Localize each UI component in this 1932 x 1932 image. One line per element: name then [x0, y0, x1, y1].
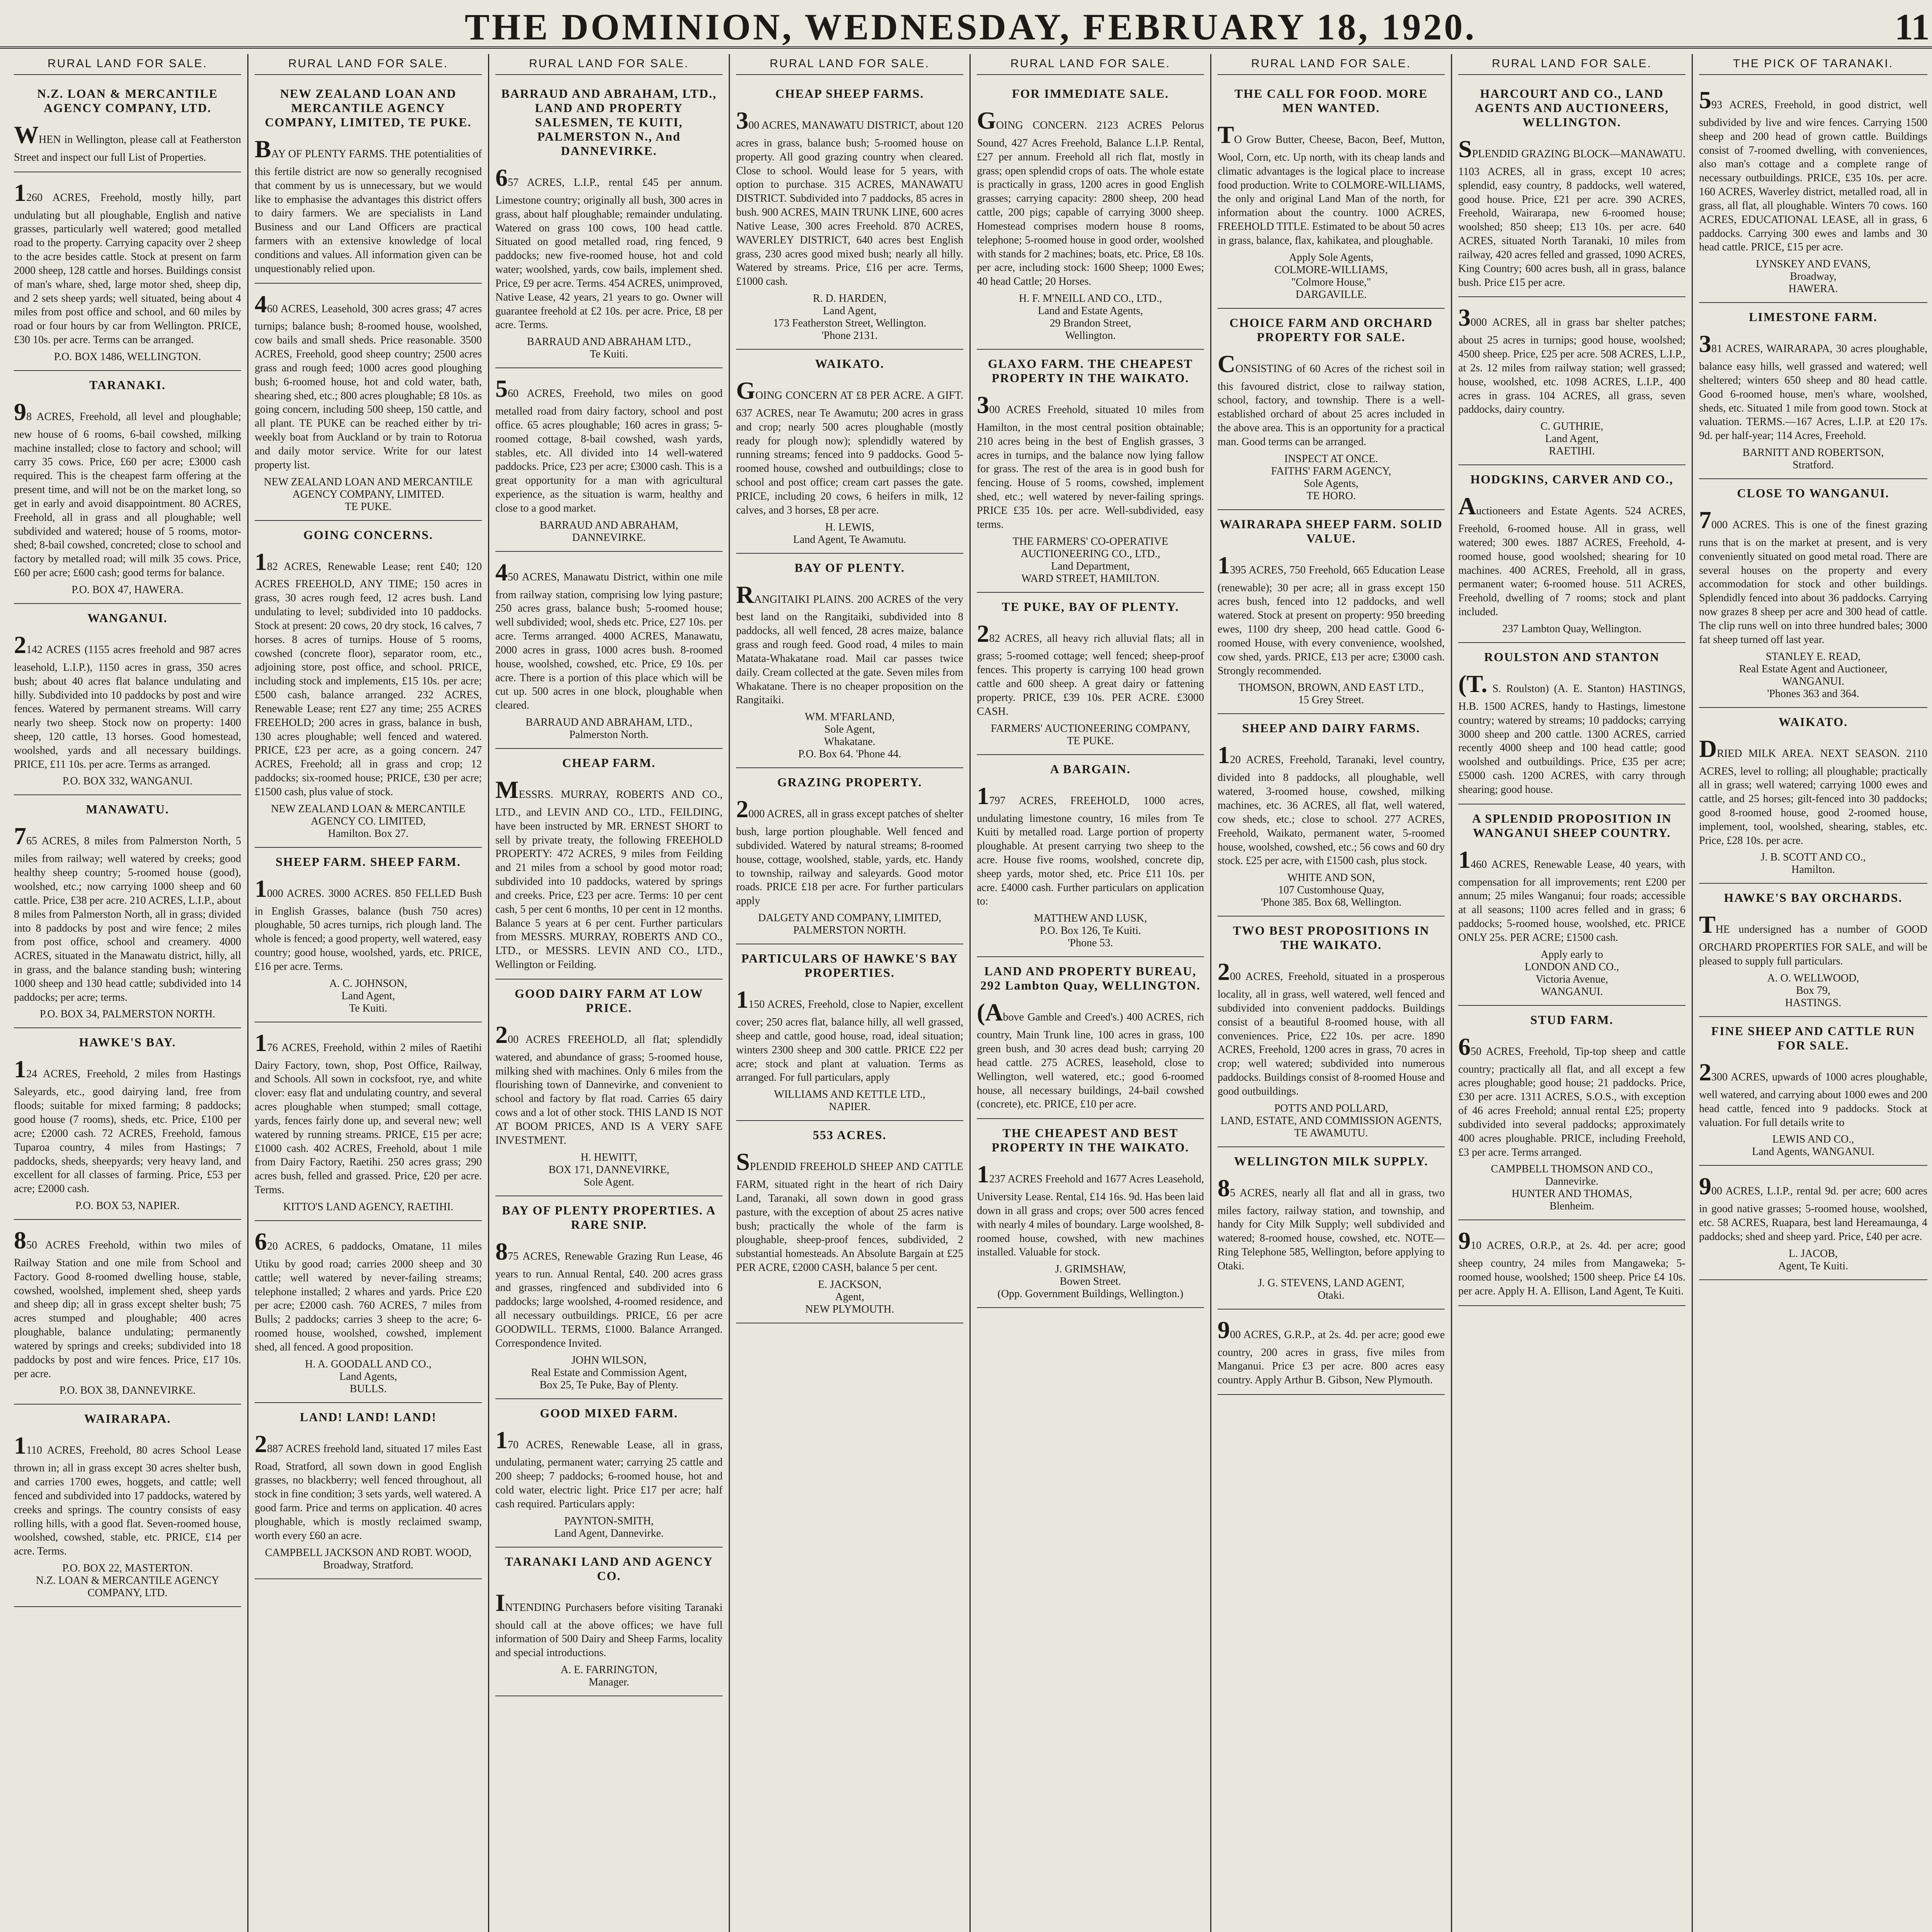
- ad-title: 553 ACRES.: [813, 1128, 887, 1142]
- ad-body: 1110 ACRES, Freehold, 80 acres School Lease thrown in; all in grass except 30 acres shelter bush, and carries 1700 ewes, hoggets, and cattle; well fenced and subdivided into 17 paddocks, watered by creeks and springs. The country consists of easy rolling hills, with a good flat. Seven-roomed house, woolshed, cowshed, stable, etc. PRICE, £14 per acre. Terms.: [14, 1432, 241, 1558]
- advertisement: [736, 554, 963, 769]
- column: [1693, 54, 1932, 1932]
- advertisement: [255, 1022, 482, 1221]
- ad-title: LAND! LAND! LAND!: [300, 1410, 437, 1424]
- advertisement: [14, 1220, 241, 1405]
- ad-title: FOR IMMEDIATE SALE.: [1012, 87, 1169, 100]
- ad-body: 1150 ACRES, Freehold, close to Napier, excellent cover; 250 acres flat, balance hilly, all well grassed, sheep and cattle, good house, road, ideal situation; winters 2300 sheep and 300 cattle. PRICE £22 per acre; stock and plant at valuation. Terms as arranged. For full particulars, apply: [736, 986, 963, 1084]
- advertisement: [736, 768, 963, 944]
- advertisement: [736, 80, 963, 350]
- ad-title: GOOD DAIRY FARM AT LOW PRICE.: [515, 986, 703, 1015]
- advertisement: [736, 1121, 963, 1323]
- advertisement: [1458, 804, 1685, 1006]
- column: [1452, 54, 1693, 1932]
- ad-title: SHEEP FARM. SHEEP FARM.: [276, 854, 461, 869]
- ad-signature: J. B. SCOTT AND CO., Hamilton.: [1760, 851, 1866, 876]
- ad-body: 850 ACRES Freehold, within two miles of Railway Station and one mile from School and Factory. Good 8-roomed dwelling house, stable, cowshed, woolshed, implement shed, sheep yards and sheep dip; all in grass except shelter bush; 75 acres stumped and ploughable; 400 acres ploughable, balance undulating; permanently watered by springs and creeks; subdivided into 18 paddocks by post and wire fences. Price, £17 10s. per acre.: [14, 1226, 241, 1380]
- advertisement: [1218, 510, 1445, 714]
- advertisement: [1458, 80, 1685, 297]
- ad-signature: A. O. WELLWOOD, Box 79, HASTINGS.: [1767, 972, 1859, 1009]
- ad-signature: C. GUTHRIE, Land Agent, RAETIHI.: [1540, 420, 1604, 457]
- ad-title: LAND AND PROPERTY BUREAU, 292 Lambton Quay, WELLINGTON.: [980, 964, 1201, 993]
- advertisement: [736, 944, 963, 1121]
- ad-signature: JOHN WILSON, Real Estate and Commission Agent, Box 25, Te Puke, Bay of Plenty.: [531, 1354, 687, 1391]
- advertisement: [14, 795, 241, 1028]
- ad-body: TO Grow Butter, Cheese, Bacon, Beef, Mutton, Wool, Corn, etc. Up north, with its cheap lands and climatic advantages is the logical place to increase food production. Write to COLMORE-WILLIAMS, the only and original Land Man of the north, for information about the country. 1000 ACRES, FREEHOLD TITLE. Estimated to be about 50 acres in grass, balance, flax, kahikatea, and ploughable.: [1218, 121, 1445, 247]
- ad-title: GRAZING PROPERTY.: [777, 775, 922, 789]
- advertisement: [1218, 917, 1445, 1147]
- ad-signature: POTTS AND POLLARD, LAND, ESTATE, AND COMMISSION AGENTS, TE AWAMUTU.: [1220, 1102, 1442, 1139]
- ad-signature: 237 Lambton Quay, Wellington.: [1502, 622, 1642, 635]
- ad-signature: BARRAUD AND ABRAHAM, DANNEVIRKE.: [539, 519, 679, 544]
- ad-body: 2142 ACRES (1155 acres freehold and 987 acres leasehold, L.I.P.), 1150 acres in grass, 350 acres bush; about 40 acres flat balance undulating and hilly. Subdivided into 10 paddocks by post and wire fences. Watered by permanent streams. Will carry nearly two sheep. Stock now on property: 1400 sheep, 120 cattle, 13 horses. Good homestead, woolshed, yards and all necessary buildings. PRICE, £11 10s. per acre. Terms as arranged.: [14, 631, 241, 770]
- ad-signature: H. HEWITT, BOX 171, DANNEVIRKE, Sole Agent.: [548, 1151, 670, 1188]
- ad-signature: INSPECT AT ONCE. FAITHS' FARM AGENCY, Sole Agents, TE HORO.: [1271, 452, 1391, 502]
- ad-body: 282 ACRES, all heavy rich alluvial flats; all in grass; 5-roomed cottage; well fenced; sheep-proof fences. This property is carrying 100 head grown cattle and 600 sheep. A great dairy or fattening property. PRICE, £39 10s. PER ACRE. £3000 CASH.: [977, 619, 1204, 718]
- ad-signature: NEW ZEALAND LOAN & MERCANTILE AGENCY CO. LIMITED, Hamilton. Box 27.: [271, 803, 466, 840]
- masthead: [0, 0, 1932, 49]
- page-number: 11: [1895, 6, 1930, 48]
- advertisement: [1458, 1220, 1685, 1306]
- ad-body: 170 ACRES, Renewable Lease, all in grass, undulating, permanent water; carrying 25 cattle and 200 sheep; 7 paddocks; 6-roomed house, hot and cold water, electric light. Price £17 per acre; half cash required. Particulars apply:: [495, 1426, 723, 1510]
- ad-title: TWO BEST PROPOSITIONS IN THE WAIKATO.: [1233, 923, 1430, 952]
- ad-title: CLOSE TO WANGANUI.: [1737, 486, 1889, 500]
- advertisement: [1458, 465, 1685, 643]
- ad-body: BAY OF PLENTY FARMS. THE potentialities of this fertile district are now so generally recognised that comment by us is unnecessary, but we would like to emphasise the advantages this district offers to dairy farmers. We are specialists in Land Business and our Land Officers are practical farmers with an extensive knowledge of local conditions and values. All information given can be unquestionably relied upon.: [255, 135, 482, 275]
- advertisement: [1218, 714, 1445, 917]
- ad-body: 1797 ACRES, FREEHOLD, 1000 acres, undulating limestone country, 16 miles from Te Kuiti by metalled road. Large portion of property ploughable. At present carrying two sheep to the acre. House five rooms, woolshed, concrete dip, sheep yards, motor shed, etc. Price £11 10s. per acre. £4000 cash. Further particulars on application to:: [977, 782, 1204, 908]
- ad-signature: WM. M'FARLAND, Sole Agent, Whakatane. P.O. Box 64. 'Phone 44.: [798, 711, 901, 760]
- ad-signature: MATTHEW AND LUSK, P.O. Box 126, Te Kuiti. 'Phone 53.: [1034, 912, 1147, 949]
- advertisement: [495, 749, 723, 980]
- ad-body: GOING CONCERN AT £8 PER ACRE. A GIFT. 637 ACRES, near Te Awamutu; 200 acres in grass and crop; nearly 500 acres ploughable (mostly ready for plough now); splendidly watered by running streams; fenced into 9 paddocks. Good 5-roomed house, cowshed and outbuildings; close to school and post office; cream cart passes the gate. PRICE, including 20 cows, 6 heifers in milk, 12 calves, and 3 horses, £8 per acre.: [736, 377, 963, 516]
- ad-body: 124 ACRES, Freehold, 2 miles from Hastings Saleyards, etc., good dairying land, free from floods; suitable for mixed farming; 8 paddocks; good house (7 rooms), sheds, etc. Price, £100 per acre; £2000 cash. 72 ACRES, Freehold, famous Tuparoa country, 4 miles from Hastings; 7 paddocks, sheds, sheepyards; very heavy land, and excellent for all classes of farming. Price, £53 per acre; £2000 cash.: [14, 1055, 241, 1195]
- ad-body: 120 ACRES, Freehold, Taranaki, level country, divided into 8 paddocks, all ploughable, well watered, 3-roomed house, cowshed, milking machines, etc. 36 ACRES, all flat, well watered, cow sheds, etc.; close to school. 277 ACRES, Freehold, Waikato, permanent water, 5-roomed house, woolshed, cowshed, etc.; 56 cows and 60 dry stock. £25 per acre, with £1500 cash, plus stock.: [1218, 741, 1445, 867]
- advertisement: [255, 1221, 482, 1403]
- ad-signature: DALGETY AND COMPANY, LIMITED, PALMERSTON NORTH.: [758, 912, 942, 937]
- advertisement: [1699, 479, 1927, 708]
- ad-body: 450 ACRES, Manawatu District, within one mile from railway station, comprising low lying pasture; 250 acres grass, balance bush; 5-roomed house; well subdivided; wool, sheds etc. Price, £27 10s. per acre. Terms arranged. 4000 ACRES, Manawatu, 2000 acres in grass, 1000 acres bush. 8-roomed house, woolshed, cowshed, etc. Price, £9 10s. per acre. There is a portion of this place which will be cut up. 500 acres in one block, ploughable when cleared.: [495, 558, 723, 712]
- advertisement: [14, 1405, 241, 1607]
- ad-body: 560 ACRES, Freehold, two miles on good metalled road from dairy factory, school and post office. 65 acres ploughable; 160 acres in grass; 5-roomed cottage, 8-bail cowshed, wash yards, stables, etc. All divided into 14 well-watered paddocks. Price, £23 per acre; £3000 cash. This is a great opportunity for a man with agricultural experience, as the situation is warm, healthy and close to a good market.: [495, 375, 723, 514]
- ad-body: CONSISTING of 60 Acres of the richest soil in this favoured district, close to railway station, school, factory, and township. There is a well-established orchard of about 25 acres included in the above area. This is an opportunity for a practical man. Good terms can be arranged.: [1218, 350, 1445, 448]
- ad-title: THE CALL FOR FOOD. MORE MEN WANTED.: [1234, 87, 1428, 115]
- ad-body: (Above Gamble and Creed's.) 400 ACRES, rich country, Main Trunk line, 100 acres in grass, 100 green bush, and 30 acres dead bush; carrying 20 head cattle. 275 ACRES, leasehold, close to Wellington, well watered, etc.; good 6-roomed house, all necessary buildings, 24-bail cowshed (concrete), etc. PRICE, £10 per acre.: [977, 998, 1204, 1111]
- advertisement: [977, 350, 1204, 593]
- column-heading: RURAL LAND FOR SALE.: [1218, 54, 1445, 75]
- columns-container: [8, 54, 1932, 1932]
- advertisement: [14, 1028, 241, 1220]
- column: [971, 54, 1211, 1932]
- ad-title: NEW ZEALAND LOAN AND MERCANTILE AGENCY COMPANY, LIMITED, TE PUKE.: [265, 87, 472, 129]
- ad-title: WELLINGTON MILK SUPPLY.: [1234, 1154, 1429, 1168]
- ad-title: HARCOURT AND CO., LAND AGENTS AND AUCTIONEERS, WELLINGTON.: [1475, 87, 1669, 129]
- ad-title: GOING CONCERNS.: [303, 527, 433, 542]
- ad-title: BAY OF PLENTY PROPERTIES. A RARE SNIP.: [502, 1203, 716, 1231]
- ad-body: 900 ACRES, G.R.P., at 2s. 4d. per acre; good ewe country, 200 acres in grass, five miles from Manganui. Price £3 per acre. 800 acres easy country. Apply Arthur B. Gibson, New Plymouth.: [1218, 1316, 1445, 1386]
- ad-body: 875 ACRES, Renewable Grazing Run Lease, 46 years to run. Annual Rental, £40. 200 acres grass and grasses, ringfenced and subdivided into 6 paddocks; large woolshed, 4-roomed residence, and all necessary outbuildings. PRICE, £6 per acre GOODWILL. TERMS, £1000. Balance Arranged. Correspondence Invited.: [495, 1237, 723, 1349]
- advertisement: [977, 755, 1204, 957]
- ad-signature: LYNSKEY AND EVANS, Broadway, HAWERA.: [1756, 258, 1871, 295]
- ad-signature: THOMSON, BROWN, AND EAST LTD., 15 Grey Street.: [1238, 682, 1424, 706]
- column-heading: THE PICK OF TARANAKI.: [1699, 54, 1927, 75]
- advertisement: [977, 957, 1204, 1119]
- ad-body: DRIED MILK AREA. NEXT SEASON. 2110 ACRES, level to rolling; all ploughable; practically all in grass; well watered; carrying 1000 ewes and cattle, and 25 horses; gilt-fenced into 30 paddocks; good 8-roomed house, good 2-roomed house, implement, tool, woolshed, shearing, stables, etc. Price, £28 10s. per acre.: [1699, 735, 1927, 847]
- ad-signature: NEW ZEALAND LOAN AND MERCANTILE AGENCY COMPANY, LIMITED. TE PUKE.: [264, 476, 473, 513]
- ad-body: 650 ACRES, Freehold, Tip-top sheep and cattle country; practically all flat, and all except a few acres ploughable; good house; 21 paddocks. Price, £30 per acre. 1311 ACRES, S.O.S., with exception of 46 acres Freehold; annual rental £25; property subdivided into several paddocks; approximately 400 acres ploughable. PRICE, including Freehold, £3 per acre. Terms arranged.: [1458, 1032, 1685, 1158]
- ad-body: 910 ACRES, O.R.P., at 2s. 4d. per acre; good sheep country, 24 miles from Mangaweka; 5-roomed house, woolshed; 1500 sheep. Price £4 10s. per acre. Apply H. A. Ellison, Land Agent, Te Kuiti.: [1458, 1227, 1685, 1297]
- advertisement: [495, 980, 723, 1196]
- ad-title: WAIKATO.: [1778, 714, 1848, 729]
- column: [730, 54, 971, 1932]
- ad-title: THE CHEAPEST AND BEST PROPERTY IN THE WAIKATO.: [992, 1126, 1189, 1155]
- ad-title: WAIRARAPA.: [84, 1412, 171, 1426]
- column: [8, 54, 248, 1932]
- ad-title: A SPLENDID PROPOSITION IN WANGANUI SHEEP COUNTRY.: [1472, 811, 1672, 840]
- masthead-title: THE DOMINION, WEDNESDAY, FEBRUARY 18, 1920.: [464, 6, 1477, 48]
- advertisement: [977, 80, 1204, 350]
- ad-signature: KITTO'S LAND AGENCY, RAETIHI.: [283, 1201, 454, 1213]
- advertisement: [1699, 1166, 1927, 1280]
- advertisement: [1458, 1006, 1685, 1221]
- ad-body: 657 ACRES, L.I.P., rental £45 per annum. Limestone country; originally all bush, 300 acres in grass, about half ploughable; remainder undulating. Watered on grass 100 cows, 100 head cattle. Situated on good metalled road, ring fenced, 9 paddocks; new five-roomed house, hot and cold water; woolshed, yards, cow bails, implement shed. Price, £9 per acre. Terms. 454 ACRES, unimproved, Native Lease, 42 years, 21 years to go. Owner will guarantee freehold at £2 10s. per acre. Price, £8 per acre. Terms.: [495, 164, 723, 331]
- ad-body: 900 ACRES, L.I.P., rental 9d. per acre; 600 acres in good native grasses; 5-roomed house, woolshed, etc. 58 ACRES, Ruapara, best land Hereamaunga, 4 paddocks; shed and sheep yard. Price, £40 per acre.: [1699, 1172, 1927, 1243]
- advertisement: [1699, 80, 1927, 303]
- ad-signature: LEWIS AND CO., Land Agents, WANGANUI.: [1752, 1133, 1874, 1158]
- advertisement: [495, 1196, 723, 1399]
- advertisement: [1218, 1147, 1445, 1310]
- ad-signature: J. G. STEVENS, LAND AGENT, Otaki.: [1258, 1277, 1405, 1301]
- column-heading: RURAL LAND FOR SALE.: [495, 54, 723, 75]
- ad-title: WANGANUI.: [87, 611, 168, 625]
- ad-signature: A. E. FARRINGTON, Manager.: [560, 1664, 658, 1689]
- ad-body: 85 ACRES, nearly all flat and all in grass, two miles factory, railway station, and township, and handy for City Milk Supply; well subdivided and watered; 8-roomed house, cowshed, etc. NOTE—Ring Telephone 585, Wellington, before applying to Otaki.: [1218, 1174, 1445, 1272]
- ad-title: WAIKATO.: [815, 357, 884, 371]
- advertisement: [255, 284, 482, 521]
- advertisement: [977, 593, 1204, 755]
- ad-body: 7000 ACRES. This is one of the finest grazing runs that is on the market at present, and is very conveniently situated on good metal road. There are several houses on the property and every accommodation for stock and other buildings. Splendidly fenced into about 36 paddocks. Carrying now grazes 8 sheep per acre and 300 head of cattle. The clip runs well on into three hundred bales; 3000 fat sheep turned off last year.: [1699, 506, 1927, 646]
- ad-title: HODGKINS, CARVER AND CO.,: [1470, 472, 1673, 486]
- ad-title: SHEEP AND DAIRY FARMS.: [1242, 721, 1420, 735]
- ad-body: WHEN in Wellington, please call at Featherston Street and inspect our full List of Properties.: [14, 121, 241, 163]
- ad-signature: Apply early to LONDON AND CO., Victoria Avenue, WANGANUI.: [1524, 948, 1619, 998]
- advertisement: [1699, 708, 1927, 884]
- advertisement: [1218, 1310, 1445, 1395]
- column-heading: RURAL LAND FOR SALE.: [255, 54, 482, 75]
- ad-signature: STANLEY E. READ, Real Estate Agent and Auctioneer, WANGANUI. 'Phones 363 and 364.: [1739, 650, 1888, 700]
- advertisement: [14, 172, 241, 371]
- ad-title: BAY OF PLENTY.: [794, 560, 905, 575]
- ad-body: MESSRS. MURRAY, ROBERTS AND CO., LTD., and LEVIN AND CO., LTD., FEILDING, have been instructed by MR. ERNEST SHORT to sell by private treaty, the following FREEHOLD PROPERTY: 472 ACRES, 9 miles from Feilding and 21 miles from a school by good motor road; subdivided into 10 paddocks, watered by springs and creeks. Price, £23 per acre. Terms: 10 per cent cash, 5 per cent 6 months, 10 per cent in 12 months. Balance 5 years at 6 per cent. Further particulars from MESSRS. MURRAY, ROBERTS AND CO., LTD., or MESSRS. LEVIN AND CO., LTD., Wellington or Feilding.: [495, 776, 723, 971]
- ad-body: SPLENDID FREEHOLD SHEEP AND CATTLE FARM, situated right in the heart of rich Dairy Land, Taranaki, all sown down in good grass pasture, with the exception of about 25 acres native bush; practically the whole of the farm is ploughable, sheep-proof fences, subdivided, 2 substantial homesteads. An Absolute Bargain at £25 PER ACRE, £2000 CASH, balance 5 per cent.: [736, 1148, 963, 1274]
- ad-title: STUD FARM.: [1530, 1012, 1614, 1027]
- ad-title: CHOICE FARM AND ORCHARD PROPERTY FOR SALE.: [1229, 315, 1433, 344]
- advertisement: [495, 80, 723, 368]
- ad-title: TARANAKI.: [89, 378, 166, 392]
- ad-body: 765 ACRES, 8 miles from Palmerston North, 5 miles from railway; well watered by creeks; good healthy sheep country; 5-roomed house (good), woolshed, etc.; now carrying 1000 sheep and 60 cattle. Price, £38 per acre. 210 ACRES, L.I.P., about 8 miles from Palmerston North, all in grass; divided into 8 paddocks by post and wire fence; 2 miles from post office, school and creamery. 4000 ACRES, situated in the Manawatu district, hilly, all in grass, and the balance standing bush; wintering 1000 sheep and 130 head cattle; subdivided into 14 paddocks; per acre; terms.: [14, 822, 241, 1003]
- ad-title: TARANAKI LAND AND AGENCY CO.: [505, 1554, 713, 1583]
- ad-signature: CAMPBELL JACKSON AND ROBT. WOOD, Broadway, Stratford.: [265, 1546, 472, 1571]
- ad-signature: P.O. BOX 53, NAPIER.: [75, 1200, 180, 1212]
- ad-title: FINE SHEEP AND CATTLE RUN FOR SALE.: [1711, 1024, 1915, 1053]
- ad-signature: A. C. JOHNSON, Land Agent, Te Kuiti.: [329, 977, 407, 1014]
- ad-body: 182 ACRES, Renewable Lease; rent £40; 120 ACRES FREEHOLD, ANY TIME; 150 acres in grass, 30 acres rough feed, 12 acres bush. Land undulating to level; subdivided into 10 paddocks. Stock at present: 20 cows, 20 dry stock, 16 calves, 7 horses. 8 acres of turnips. House of 5 rooms, cowshed (concrete floor), separator room, etc., adjoining store, post office, and school. PRICE, including stock and implements, £15 10s. per acre; £500 cash, balance arranged. 232 ACRES, Renewable Lease; rent £27 any time; 255 ACRES FREEHOLD; 200 acres in grass, balance in bush, 130 acres ploughable; well fenced and watered. PRICE, £23 per acre, as a going concern. 247 ACRES, Freehold; all in grass and crop; 12 paddocks; six-roomed house; PRICE, £30 per acre; £1500 cash, plus value of stock.: [255, 548, 482, 798]
- ad-body: 300 ACRES Freehold, situated 10 miles from Hamilton, in the most central position obtainable; 210 acres being in the best of English grasses, 3 acres in turnips, and the balance now lying fallow for grass. The rest of the area is in good bush for fencing. House of 5 rooms, cowshed, implement shed, etc.; well watered by never-failing springs. PRICE £35 10s. per acre. Well-subdivided, easy terms.: [977, 391, 1204, 531]
- advertisement: [255, 521, 482, 848]
- ad-title: MANAWATU.: [86, 802, 169, 816]
- ad-signature: H. F. M'NEILL AND CO., LTD., Land and Estate Agents, 29 Brandon Street, Wellington.: [1019, 293, 1162, 342]
- advertisement: [1699, 1017, 1927, 1166]
- advertisement: [14, 80, 241, 172]
- advertisement: [495, 368, 723, 552]
- column-heading: RURAL LAND FOR SALE.: [1458, 54, 1685, 75]
- ad-title: N.Z. LOAN & MERCANTILE AGENCY COMPANY, LTD.: [37, 87, 218, 115]
- ad-signature: FARMERS' AUCTIONEERING COMPANY, TE PUKE.: [991, 722, 1190, 747]
- advertisement: [736, 350, 963, 554]
- ad-body: 620 ACRES, 6 paddocks, Omatane, 11 miles Utiku by good road; carries 2000 sheep and 30 cattle; well watered by never-failing streams; telephone installed; 2 whares and yards. Price £20 per acre; £2000 cash. 760 ACRES, 7 miles from Bulls; 2 paddocks; carries 3 sheep to the acre; 6-roomed house, woolshed, cowshed, implement shed, all fenced. A good proposition.: [255, 1227, 482, 1353]
- ad-body: 2000 ACRES, all in grass except patches of shelter bush, large portion ploughable. Well fenced and subdivided. Watered by natural streams; 8-roomed house, cottage, woolshed, stable, yards, etc. Handy to township, railway and saleyards. Good motor roads. PRICE £18 per acre. For further particulars apply: [736, 795, 963, 907]
- ad-body: RANGITAIKI PLAINS. 200 ACRES of the very best land on the Rangitaiki, subdivided into 8 paddocks, all well fenced, 28 acres maize, balance grass and rough feed. Good road, 4 miles to main Matata-Whakatane road. Mail car passes twice daily. Cream collected at the gate. Seven miles from Whakatane. There is no cheaper proposition on the Rangitaiki.: [736, 580, 963, 706]
- ad-title: HAWKE'S BAY.: [79, 1035, 176, 1049]
- ad-signature: WHITE AND SON, 107 Customhouse Quay, 'Phone 385. Box 68, Wellington.: [1261, 872, 1401, 909]
- ad-signature: BARRAUD AND ABRAHAM, LTD., Palmerston North.: [526, 716, 692, 741]
- advertisement: [255, 1403, 482, 1579]
- ad-signature: P.O. BOX 38, DANNEVIRKE.: [59, 1384, 196, 1397]
- advertisement: [255, 80, 482, 284]
- ad-title: HAWKE'S BAY ORCHARDS.: [1724, 891, 1903, 905]
- ad-signature: H. A. GOODALL AND CO., Land Agents, BULLS.: [305, 1358, 432, 1395]
- ad-signature: E. JACKSON, Agent, NEW PLYMOUTH.: [805, 1278, 894, 1315]
- advertisement: [1699, 303, 1927, 479]
- ad-signature: PAYNTON-SMITH, Land Agent, Dannevirke.: [554, 1515, 664, 1539]
- ad-title: LIMESTONE FARM.: [1749, 310, 1878, 324]
- ad-title: WAIRARAPA SHEEP FARM. SOLID VALUE.: [1219, 517, 1443, 545]
- ad-body: 3000 ACRES, all in grass bar shelter patches; about 25 acres in turnips; good house, woolshed; 4500 sheep. Price, £25 per acre. 508 ACRES, L.I.P., at 2s. 12 miles from railway station; well grassed; house, woolshed, etc. 1098 ACRES, L.I.P., 400 acres in grass. 104 ACRES, all grass, seven paddocks, dairy country.: [1458, 304, 1685, 416]
- ad-body: Auctioneers and Estate Agents. 524 ACRES, Freehold, 6-roomed house. All in grass, well watered; 300 ewes. 1887 ACRES, Freehold, 4-roomed house, good woolshed; shearing for 10 machines. 400 ACRES, Freehold, all in grass, permanent water; 6-roomed house. 511 ACRES, Freehold, dwelling of 7 rooms; stock and plant included.: [1458, 492, 1685, 618]
- ad-body: 300 ACRES, MANAWATU DISTRICT, about 120 acres in grass, balance bush; 5-roomed house on property. All good grazing country when cleared. Close to school. Would lease for 5 years, with option to purchase. 315 ACRES, MANAWATU DISTRICT. Subdivided into 7 paddocks, 85 acres in bush. 900 ACRES, MAIN TRUNK LINE, 600 acres Native Lease, 300 acres Freehold. 870 ACRES, WAVERLEY DISTRICT, 640 acres best English grass, 230 acres good mixed bush; nearly all hilly. Watered by streams. Price, £16 per acre. Terms, £1000 cash.: [736, 107, 963, 288]
- column-heading: RURAL LAND FOR SALE.: [14, 54, 241, 75]
- ad-body: 200 ACRES FREEHOLD, all flat; splendidly watered, and abundance of grass; 5-roomed house, milking shed with machines. Only 6 miles from the flourishing town of Dannevirke, and convenient to school and factory by flat road. Carries 65 dairy cows and a lot of other stock. THIS LAND IS NOT AT BOOM PRICES, AND IS A VERY SAFE INVESTMENT.: [495, 1020, 723, 1146]
- ad-signature: Apply Sole Agents, COLMORE-WILLIAMS, "Colmore House," DARGAVILLE.: [1274, 251, 1388, 301]
- advertisement: [1458, 643, 1685, 804]
- ad-body: 2887 ACRES freehold land, situated 17 miles East Road, Stratford, all sown down in good English grasses, no blackberry; well fenced throughout, all stock in fine condition; 3 sets yards, well watered. A good farm. Price and terms on application. 40 acres ploughable, which is mostly reclaimed swamp, worth every £60 an acre.: [255, 1430, 482, 1542]
- ad-body: 176 ACRES, Freehold, within 2 miles of Raetihi Dairy Factory, town, shop, Post Office, Railway, and Schools. All sown in cocksfoot, rye, and white clover: easy flat and undulating country, and several acres ploughable when stumped; small cottage, yards, fences fairly done up, and several new; well watered by running streams. PRICE, £15 per acre; £1000 cash. 402 ACRES, Freehold, about 1 mile from Dairy Factory, Raetihi. 250 acres grass; 290 acres bush, felled and grassed. Price, £20 per acre. Terms.: [255, 1029, 482, 1196]
- ad-body: THE undersigned has a number of GOOD ORCHARD PROPERTIES FOR SALE, and will be pleased to supply full particulars.: [1699, 911, 1927, 968]
- advertisement: [1699, 884, 1927, 1017]
- ad-signature: R. D. HARDEN, Land Agent, 173 Featherston Street, Wellington. 'Phone 2131.: [773, 293, 927, 342]
- ad-body: SPLENDID GRAZING BLOCK—MANAWATU. 1103 ACRES, all in grass, except 10 acres; splendid, easy country, 8 paddocks, well watered, good house. Price, £21 per acre. 390 ACRES, Freehold, Wairarapa, new 6-roomed house; woolshed; 850 sheep; £13 10s. per acre. 640 ACRES, situated North Taranaki, 10 miles from railway, 420 acres felled and grassed, 1090 ACRES, King Country; 600 acres bush, all in grass, balance bush. Price £15 per acre.: [1458, 135, 1685, 289]
- ad-body: (T. S. Roulston) (A. E. Stanton) HASTINGS, H.B. 1500 ACRES, handy to Hastings, limestone country; watered by streams; 10 paddocks; carrying 3000 sheep and 200 cattle. 1300 ACRES, carried recently 4000 sheep and 100 head cattle; good woolshed and outbuildings. Price, £35 per acre; £5000 cash. 1200 ACRES, with carry through shearing; good house.: [1458, 670, 1685, 796]
- ad-title: PARTICULARS OF HAWKE'S BAY PROPERTIES.: [741, 951, 958, 980]
- ad-signature: P.O. BOX 332, WANGANUI.: [62, 775, 193, 787]
- ad-body: 1260 ACRES, Freehold, mostly hilly, part undulating but all ploughable, English and native grasses, particularly well watered; good metalled road to the property. Carrying capacity over 2 sheep to the acre besides cattle. Stock at present on farm 2000 sheep, 128 cattle and horses. Buildings consist of man's whare, shed, large motor shed, sheep dip, and 2 sets sheep yards; well situated, being about 4 miles from post office and school, and 60 miles by road or four hours by car from Wellington. PRICE, £30 10s. per acre. Terms can be arranged.: [14, 179, 241, 346]
- advertisement: [255, 848, 482, 1022]
- ad-signature: L. JACOB, Agent, Te Kuiti.: [1778, 1247, 1849, 1272]
- ad-title: GOOD MIXED FARM.: [540, 1406, 678, 1420]
- ad-signature: THE FARMERS' CO-OPERATIVE AUCTIONEERING CO., LTD., Land Department, WARD STREET, HAMILTON.: [1012, 535, 1168, 585]
- ad-signature: BARRAUD AND ABRAHAM LTD., Te Kuiti.: [527, 336, 691, 361]
- advertisement: [14, 604, 241, 796]
- ad-signature: P.O. BOX 22, MASTERTON. N.Z. LOAN & MERCANTILE AGENCY COMPANY, LTD.: [36, 1562, 219, 1599]
- ad-body: GOING CONCERN. 2123 ACRES Pelorus Sound, 427 Acres Freehold, Balance L.I.P. Rental, £27 per annum. Freehold all rich flat, mostly in grass; open splendid crops of oats. The whole estate is practically in grass, 1200 acres in good English grasses; carrying capacity: 2800 sheep, 200 head cattle, 200 pigs; capable of carrying 3000 sheep. Homestead comprises modern house 8 rooms, telephone; 5-roomed house in good order, woolshed with stands for 2 machines; boats, etc. Price, £8 10s. per acre, including stock: 1600 Sheep; 1000 Ewes; 40 head Cattle; 20 Horses.: [977, 107, 1204, 288]
- ad-body: INTENDING Purchasers before visiting Taranaki should call at the above offices; we have full information of 500 Dairy and Sheep Farms, locality and special introductions.: [495, 1588, 723, 1659]
- column-heading: RURAL LAND FOR SALE.: [977, 54, 1204, 75]
- advertisement: [14, 371, 241, 604]
- ad-body: 381 ACRES, WAIRARAPA, 30 acres ploughable, balance easy hills, well grassed and watered; well sheltered; winters 650 sheep and 80 head cattle. Good 6-roomed house, men's whare, woolshed, sheds, etc. Situated 1 mile from good town. Stock at valuation. TERMS.—167 Acres, L.I.P. at £20 17s. 9d. per half-year; 114 Acres, Freehold.: [1699, 330, 1927, 442]
- ad-body: 1000 ACRES. 3000 ACRES. 850 FELLED Bush in English Grasses, balance (bush 750 acres) ploughable, 50 acres turnips, rich plough land. The whole is fenced; a good property, well watered, easy country; good house, woolshed, yards, etc. PRICE, £16 per acre. Terms.: [255, 874, 482, 973]
- advertisement: [495, 1548, 723, 1696]
- ad-body: 1237 ACRES Freehold and 1677 Acres Leasehold, University Lease. Rental, £14 16s. 9d. Has been laid down in all grass and crops; over 500 acres fenced with nearly 4 miles of boundary. Large woolshed, 8-roomed house, cowshed, with new machines installed. Valuable for stock.: [977, 1160, 1204, 1259]
- ad-signature: H. LEWIS, Land Agent, Te Awamutu.: [793, 521, 906, 546]
- ad-body: 1395 ACRES, 750 Freehold, 665 Education Lease (renewable); 30 per acre; all in grass except 150 acres bush, fenced into 12 paddocks, and well watered. Stock at present on property: 950 breeding ewes, 1100 dry sheep, 200 head cattle. Good 6-roomed House, with every convenience, woolshed, cow shed, yards. PRICE, £13 per acre; £3000 cash. Strongly recommended.: [1218, 551, 1445, 677]
- ad-title: BARRAUD AND ABRAHAM, LTD., LAND AND PROPERTY SALESMEN, TE KUITI, PALMERSTON N., And DANNEVIRKE.: [501, 87, 717, 158]
- column-heading: RURAL LAND FOR SALE.: [736, 54, 963, 75]
- ad-signature: BARNITT AND ROBERTSON, Stratford.: [1742, 447, 1884, 471]
- ad-body: 98 ACRES, Freehold, all level and ploughable; new house of 6 rooms, 6-bail cowshed, milking machine installed; close to factory and school; will carry 35 cows. Price, £60 per acre; £3000 cash required. This is the cheapest farm offering at the present time, and will not be on the market long, so get in early and avoid disappointment. 80 ACRES, Freehold, all in grass and all ploughable; well subdivided and watered; house of 5 rooms, motor-shed; 8-bail cowshed, concreted; close to school and factory by metalled road; will milk 35 cows. Price, £60 per acre; £600 cash; good terms for balance.: [14, 398, 241, 579]
- advertisement: [495, 552, 723, 749]
- column: [1211, 54, 1452, 1932]
- ad-body: 200 ACRES, Freehold, situated in a prosperous locality, all in grass, well watered, well fenced and subdivided into convenient paddocks. Buildings consist of a beautiful 8-roomed house, with all conveniences. Price, £22 10s. per acre. 1890 ACRES, Freehold, 1200 acres in grass, 70 acres in crop; well watered; subdivided into numerous paddocks. Buildings consist of 8-roomed House and good outbuildings.: [1218, 958, 1445, 1097]
- ad-title: GLAXO FARM. THE CHEAPEST PROPERTY IN THE WAIKATO.: [988, 357, 1193, 385]
- advertisement: [1218, 80, 1445, 309]
- ad-signature: P.O. BOX 1486, WELLINGTON.: [54, 350, 201, 363]
- column: [489, 54, 730, 1932]
- ad-signature: P.O. BOX 47, HAWERA.: [71, 583, 184, 596]
- ad-body: 593 ACRES, Freehold, in good district, well subdivided by live and wire fences. Carrying 1500 sheep and 200 head of grown cattle. Buildings consist of 7-roomed dwelling, with conveniences, also man's cottage and a complete range of necessary outbuildings. PRICE, £35 10s. per acre. 160 ACRES, Waverley district, metalled road, all in grass, all flat, all ploughable. Winters 70 cows. 160 ACRES, EDUCATIONAL LEASE, all in grass, 6 paddocks. Carrying 300 ewes and lambs and 30 head cattle. PRICE, £15 per acre.: [1699, 86, 1927, 253]
- advertisement: [977, 1119, 1204, 1308]
- ad-title: TE PUKE, BAY OF PLENTY.: [1002, 599, 1179, 614]
- ad-body: 1460 ACRES, Renewable Lease, 40 years, with compensation for all improvements; rent £200 per annum; 25 miles Wanganui; four roads; accessible at all seasons; 1100 acres felled and in grass; 6 paddocks; 5-roomed house, woolshed, etc. PRICE ONLY 25s. PER ACRE; £1500 cash.: [1458, 845, 1685, 944]
- ad-title: CHEAP SHEEP FARMS.: [775, 87, 924, 100]
- advertisement: [1218, 309, 1445, 510]
- ad-signature: CAMPBELL THOMSON AND CO., Dannevirke. HUNTER AND THOMAS, Blenheim.: [1491, 1163, 1653, 1213]
- ad-title: A BARGAIN.: [1050, 762, 1131, 776]
- ad-body: 2300 ACRES, upwards of 1000 acres ploughable, well watered, and carrying about 1000 ewes and 200 head cattle, fenced into 9 paddocks. Stock at valuation. For full details write to: [1699, 1058, 1927, 1129]
- ad-signature: J. GRIMSHAW, Bowen Street. (Opp. Government Buildings, Wellington.): [997, 1263, 1184, 1300]
- ad-body: 460 ACRES, Leasehold, 300 acres grass; 47 acres turnips; balance bush; 8-roomed house, woolshed, cow bails and small sheds. Price reasonable. 3500 ACRES, Freehold, good sheep country; 2500 acres grass and rough feed; 1000 acres good ploughing bush; 6-roomed house, hot and cold water, bath, shearing shed, etc.; 800 acres ploughable; £8 10s. as going concern, including 500 sheep, 150 cattle, and all plant. TE PUKE can be reached either by tri-weekly boat from Auckland or by train to Rotorua and daily motor service. Write for our latest property list.: [255, 290, 482, 471]
- ad-signature: P.O. BOX 34, PALMERSTON NORTH.: [39, 1008, 216, 1020]
- advertisement: [495, 1399, 723, 1548]
- ad-title: CHEAP FARM.: [562, 756, 656, 770]
- advertisement: [1458, 297, 1685, 465]
- column: [248, 54, 489, 1932]
- ad-title: ROULSTON AND STANTON: [1484, 650, 1660, 664]
- ad-signature: WILLIAMS AND KETTLE LTD., NAPIER.: [774, 1088, 925, 1113]
